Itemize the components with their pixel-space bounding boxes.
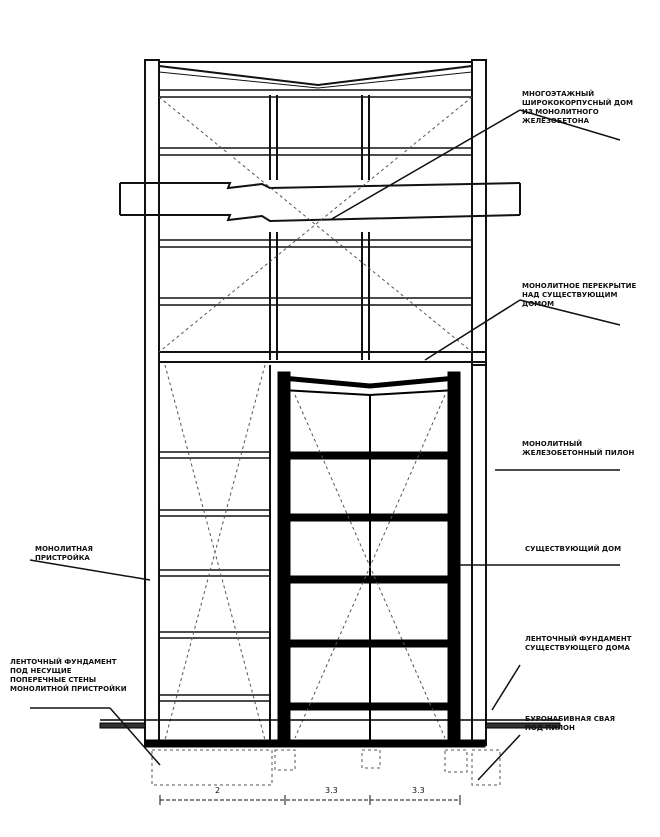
label-slab-over: МОНОЛИТНОЕ ПЕРЕКРЫТИЕ НАД СУЩЕСТВУЮЩИМ ДОМОМ <box>522 282 637 308</box>
label-pylon: МОНОЛИТНЫЙ ЖЕЛЕЗОБЕТОННЫЙ ПИЛОН <box>522 440 635 457</box>
label-strip-found-existing: ЛЕНТОЧНЫЙ ФУНДАМЕНТ СУЩЕСТВУЮЩЕГО ДОМА <box>525 635 632 652</box>
annex-frame <box>159 365 270 745</box>
dim-annex: 2 <box>215 786 221 795</box>
dim-bay-2: 3.3 <box>412 786 425 795</box>
dashed-bracing-upper <box>159 97 472 352</box>
existing-house-frame <box>278 372 460 742</box>
label-annex: МОНОЛИТНАЯ ПРИСТРОЙКА <box>35 545 93 562</box>
break-line <box>120 183 520 221</box>
label-high-rise: МНОГОЭТАЖНЫЙ ШИРОКОКОРПУСНЫЙ ДОМ ИЗ МОНОЛИТНОГО ЖЕЛЕЗОБЕТОНА <box>522 90 634 125</box>
foundations <box>152 750 500 785</box>
label-existing: СУЩЕСТВУЮЩИЙ ДОМ <box>525 545 622 553</box>
pylon <box>472 365 486 745</box>
dashed-bracing-annex <box>165 365 265 740</box>
dim-bay-1: 3.3 <box>325 786 338 795</box>
label-strip-found-annex: ЛЕНТОЧНЫЙ ФУНДАМЕНТ ПОД НЕСУЩИЕ ПОПЕРЕЧНЫЕ СТЕНЫ МОНОЛИТНОЙ ПРИСТРОЙКИ <box>10 658 127 693</box>
label-pile-cap: БУРОНАБИВНАЯ СВАЯ ПОД ПИЛОН <box>525 715 616 732</box>
dimension-line <box>160 795 460 805</box>
ground-line <box>100 720 560 747</box>
